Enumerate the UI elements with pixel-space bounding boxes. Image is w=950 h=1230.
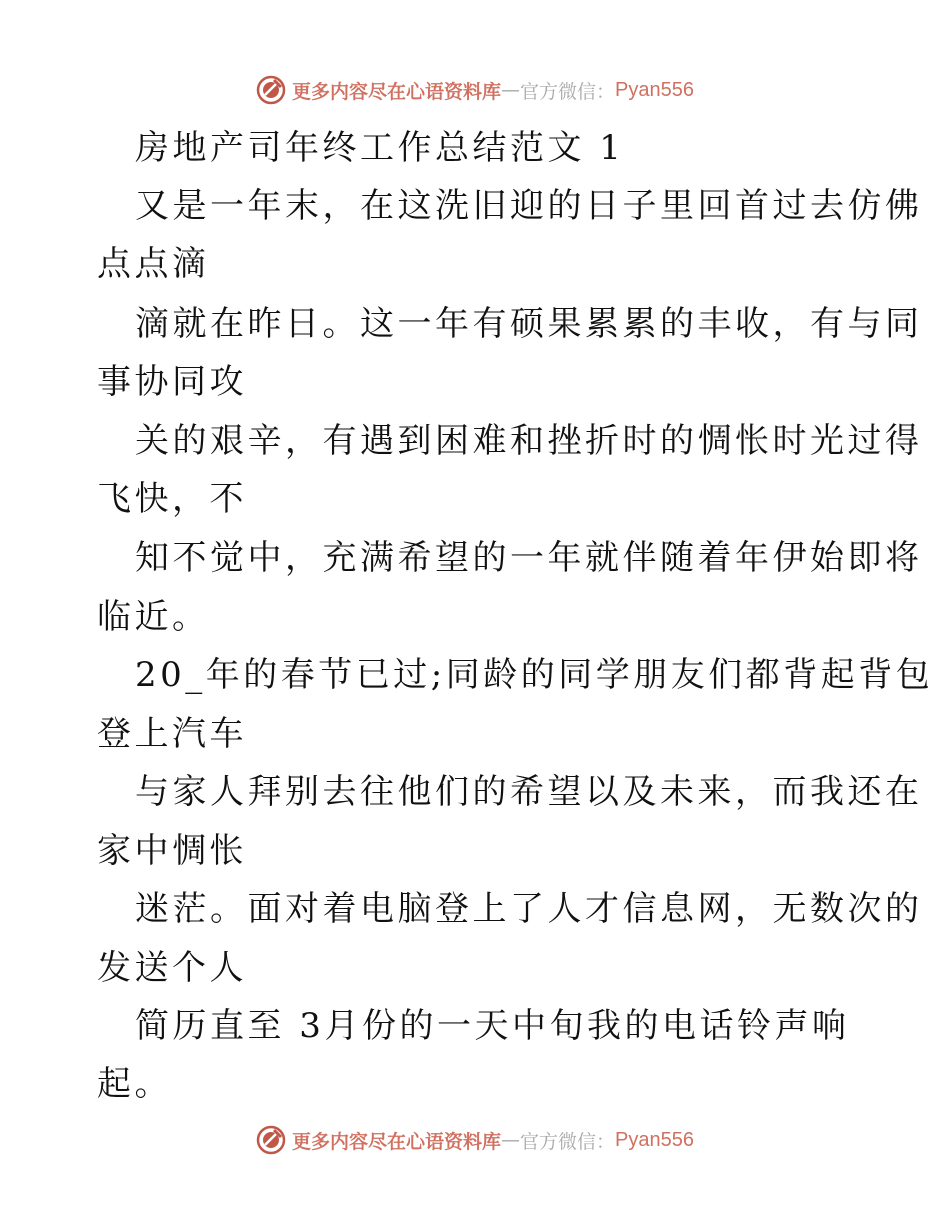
paragraph-line: 登上汽车 <box>97 714 247 754</box>
paragraph-line: 点点滴 <box>97 244 210 284</box>
watermark-wechat-label: 官方微信： <box>520 80 616 103</box>
paragraph-line: 知不觉中，充满希望的一年就伴随着年伊始即将 <box>135 538 923 578</box>
paragraph-line: 关的艰辛，有遇到困难和挫折时的惆怅时光过得 <box>135 421 923 461</box>
seal-logo-icon <box>256 1125 286 1155</box>
paragraph-line: 家中惆怅 <box>97 831 247 871</box>
watermark-wechat-id: Pyan556 <box>615 78 694 101</box>
paragraph-line: 滴就在昨日。这一年有硕果累累的丰收，有与同 <box>135 304 923 344</box>
paragraph-line: 20_年的春节已过;同龄的同学朋友们都背起背包 <box>135 655 934 695</box>
watermark-wechat-label: 官方微信： <box>520 1130 616 1153</box>
paragraph-line: 发送个人 <box>97 948 247 988</box>
watermark-wechat-id: Pyan556 <box>615 1128 694 1151</box>
footer-watermark <box>0 1120 950 1160</box>
watermark-brand-text: 更多内容尽在心语资料库 <box>292 1130 502 1153</box>
paragraph-line: 与家人拜别去往他们的希望以及未来，而我还在 <box>135 772 923 812</box>
paragraph-line: 又是一年末，在这洗旧迎的日子里回首过去仿佛 <box>135 186 923 226</box>
watermark-separator: — <box>501 79 521 101</box>
paragraph-line: 临近。 <box>97 597 210 637</box>
header-watermark <box>0 70 950 110</box>
watermark-brand-text: 更多内容尽在心语资料库 <box>292 80 502 103</box>
paragraph-line: 简历直至 3月份的一天中旬我的电话铃声响 <box>135 1006 850 1046</box>
document-title: 房地产司年终工作总结范文 1 <box>135 128 625 168</box>
paragraph-line: 迷茫。面对着电脑登上了人才信息网，无数次的 <box>135 889 923 929</box>
paragraph-line: 起。 <box>97 1064 172 1104</box>
paragraph-line: 飞快，不 <box>97 479 247 519</box>
seal-logo-icon <box>256 75 286 105</box>
paragraph-line: 事协同攻 <box>97 362 247 402</box>
watermark-separator: — <box>501 1129 521 1151</box>
